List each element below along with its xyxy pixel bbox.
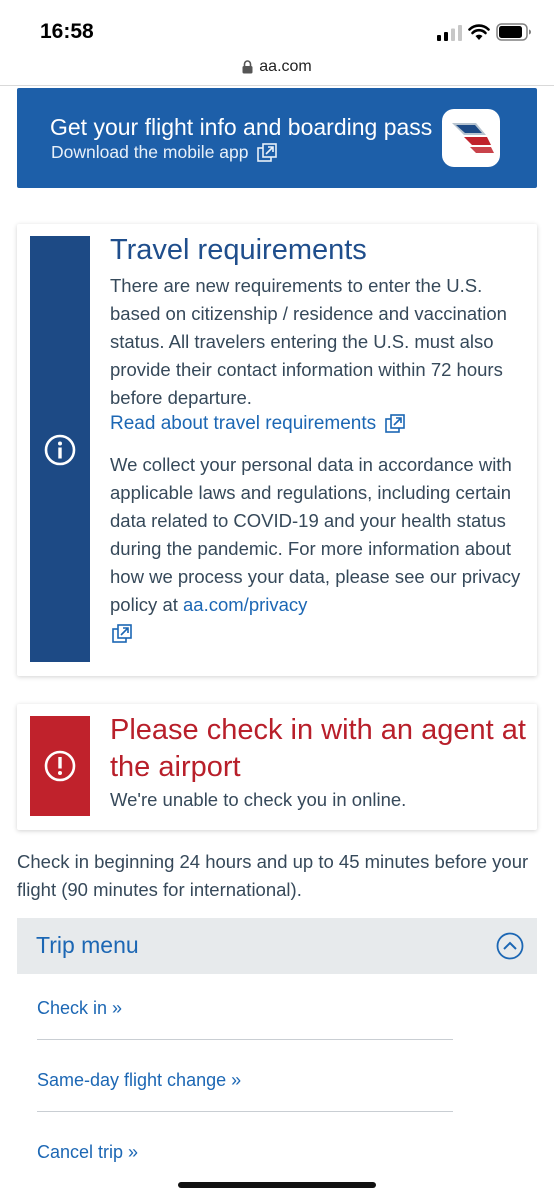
battery-icon: [496, 23, 532, 41]
banner-subtitle-text: Download the mobile app: [51, 142, 249, 162]
status-time: 16:58: [40, 20, 94, 43]
checkin-alert-subtitle: We're unable to check you in online.: [110, 789, 407, 810]
alert-icon: [44, 750, 76, 782]
app-download-banner[interactable]: [17, 88, 537, 188]
info-stripe: [30, 236, 90, 662]
travel-requirements-body: There are new requirements to enter the U.S. based on citizenship / residence and vaccination status. All travelers entering the U.S. must also provide their contact information within 72 hours before departure.: [110, 275, 507, 408]
trip-menu-check-in[interactable]: Check in »: [37, 984, 453, 1040]
checkin-alert-card: [17, 704, 537, 830]
travel-requirements-link-text[interactable]: Read about travel requirements: [110, 413, 377, 434]
banner-title: Get your flight info and boarding pass: [50, 114, 433, 140]
privacy-statement-text: We collect your personal data in accordance with applicable laws and regulations, including certain data related to COVID-19 and your health status during the pandemic. For more information about how we process your data, please see our privacy policy at: [110, 454, 521, 615]
external-link-icon: [257, 143, 277, 163]
read-travel-requirements-link[interactable]: [110, 413, 405, 435]
external-link-icon: [385, 414, 405, 434]
checkin-window-note: Check in beginning 24 hours and up to 45 minutes before your flight (90 minutes for international).: [17, 851, 529, 900]
lock-icon: [242, 60, 253, 74]
wifi-icon: [468, 23, 490, 41]
trip-menu-cancel-trip[interactable]: Cancel trip »: [37, 1142, 139, 1162]
external-link-icon[interactable]: [112, 624, 132, 644]
cellular-signal-icon: [437, 25, 463, 41]
trip-menu-same-day-flight-change[interactable]: Same-day flight change »: [37, 1056, 453, 1112]
travel-requirements-title: Travel requirements: [110, 234, 367, 266]
airline-logo-icon: [442, 109, 500, 167]
trip-menu-title: Trip menu: [36, 932, 139, 958]
travel-requirements-card: [17, 224, 537, 676]
url-text: aa.com: [259, 58, 312, 75]
privacy-policy-link[interactable]: aa.com/privacy: [183, 594, 308, 615]
trip-menu-header[interactable]: [17, 918, 537, 974]
american-airlines-app-logo[interactable]: [442, 109, 500, 167]
home-indicator[interactable]: [178, 1182, 376, 1188]
banner-subtitle: [51, 142, 277, 163]
checkin-alert-title: Please check in with an agent at the airport: [110, 714, 526, 783]
status-bar: [0, 0, 554, 56]
address-bar[interactable]: [0, 56, 554, 86]
chevron-up-icon[interactable]: [496, 932, 524, 960]
privacy-statement: [110, 451, 534, 619]
alert-stripe: [30, 716, 90, 816]
info-icon: [44, 434, 76, 466]
